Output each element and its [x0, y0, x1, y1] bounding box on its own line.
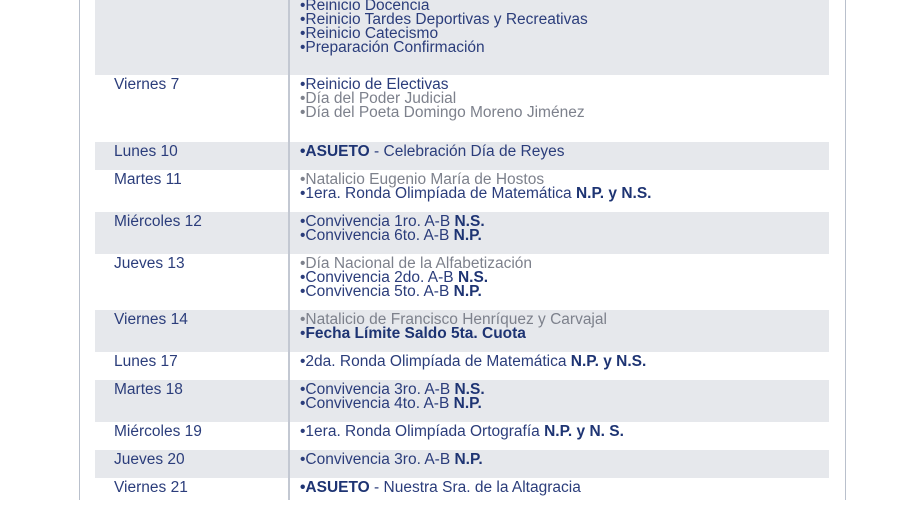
page-frame-left-border	[79, 0, 80, 500]
column-divider	[288, 0, 290, 500]
event-text: •Día del Poeta Domingo Moreno Jiménez	[300, 104, 585, 121]
event-text: •Convivencia 3ro. A-B	[300, 451, 455, 468]
calendar-row	[95, 212, 829, 254]
event-text: •Reinicio Catecismo	[300, 25, 439, 42]
event-bold-text: N.P.	[453, 395, 482, 412]
event-bold-text: Fecha Límite Saldo 5ta. Cuota	[305, 325, 526, 342]
event-text: •Natalicio Eugenio María de Hostos	[300, 171, 545, 188]
event-bold-text: •ASUETO	[300, 479, 370, 496]
row-date: Martes 18	[114, 381, 183, 398]
row-date: Viernes 21	[114, 479, 188, 496]
event-bold-text: N.P.	[453, 227, 482, 244]
row-date: Martes 11	[114, 171, 182, 188]
row-events	[300, 0, 829, 55]
event-text: •Día Nacional de la Alfabetización	[300, 255, 533, 272]
event-bold-text: N.P. y N.S.	[575, 185, 652, 202]
event-text: •Convivencia 5to. A-B	[300, 283, 454, 300]
row-events	[300, 215, 829, 243]
event-item	[300, 481, 829, 495]
row-events	[300, 313, 829, 341]
event-text: •Reinicio Tardes Deportivas y Recreativas	[300, 11, 588, 28]
event-item	[300, 397, 829, 411]
event-bold-text: N.S.	[454, 381, 485, 398]
calendar-row	[95, 0, 829, 75]
event-bold-text: N.S.	[454, 213, 485, 230]
page-frame-right-border	[845, 0, 846, 500]
calendar-row	[95, 380, 829, 422]
event-text: •	[300, 325, 306, 342]
event-text: - Celebración Día de Reyes	[369, 143, 565, 160]
event-text: •Natalicio de Francisco Henríquez y Carvajal	[300, 311, 607, 328]
calendar-table	[95, 0, 829, 506]
calendar-row	[95, 310, 829, 352]
event-text: •Convivencia 2do. A-B	[300, 269, 458, 286]
row-date: Viernes 7	[114, 76, 180, 93]
row-date: Jueves 13	[114, 255, 185, 272]
row-events	[300, 355, 829, 369]
event-item	[300, 229, 829, 243]
event-item	[300, 425, 829, 439]
row-events	[300, 173, 829, 201]
row-events	[300, 145, 829, 159]
event-text: •1era. Ronda Olimpíada Ortografía	[300, 423, 545, 440]
event-text: •Preparación Confirmación	[300, 39, 485, 56]
calendar-row	[95, 450, 829, 478]
event-item	[300, 285, 829, 299]
row-date: Lunes 17	[114, 353, 178, 370]
event-bold-text: N.S.	[457, 269, 489, 286]
event-item	[300, 106, 829, 120]
event-text: •Día del Poder Judicial	[300, 90, 457, 107]
event-bold-text: N.P. y N.S.	[570, 353, 647, 370]
row-events	[300, 425, 829, 439]
calendar-row	[95, 75, 829, 142]
row-events	[300, 453, 829, 467]
event-text: •Reinicio de Electivas	[300, 76, 449, 93]
row-events	[300, 78, 829, 120]
event-item	[300, 187, 829, 201]
event-text: •Reinicio Docencia	[300, 0, 430, 14]
event-item	[300, 145, 829, 159]
event-text: •1era. Ronda Olimpíada de Matemática	[300, 185, 576, 202]
row-date: Miércoles 19	[114, 423, 202, 440]
calendar-row	[95, 142, 829, 170]
row-events	[300, 257, 829, 299]
calendar-row	[95, 170, 829, 212]
event-bold-text: N.P. y N. S.	[544, 423, 624, 440]
calendar-row	[95, 478, 829, 506]
event-item	[300, 453, 829, 467]
row-events	[300, 383, 829, 411]
event-bold-text: N.P.	[454, 451, 483, 468]
row-date: Miércoles 12	[114, 213, 202, 230]
event-bold-text: N.P.	[453, 283, 482, 300]
event-text: •Convivencia 6to. A-B	[300, 227, 454, 244]
row-events	[300, 481, 829, 495]
event-text: •Convivencia 4to. A-B	[300, 395, 454, 412]
event-item	[300, 355, 829, 369]
event-text: •2da. Ronda Olimpíada de Matemática	[300, 353, 571, 370]
event-item	[300, 41, 829, 55]
event-text: - Nuestra Sra. de la Altagracia	[369, 479, 581, 496]
event-item	[300, 327, 829, 341]
event-text: •Convivencia 3ro. A-B	[300, 381, 455, 398]
row-date: Viernes 14	[114, 311, 188, 328]
event-bold-text: •ASUETO	[300, 143, 370, 160]
calendar-row	[95, 254, 829, 310]
row-date: Lunes 10	[114, 143, 178, 160]
calendar-row	[95, 352, 829, 380]
event-text: •Convivencia 1ro. A-B	[300, 213, 455, 230]
calendar-row	[95, 422, 829, 450]
row-date: Jueves 20	[114, 451, 185, 468]
